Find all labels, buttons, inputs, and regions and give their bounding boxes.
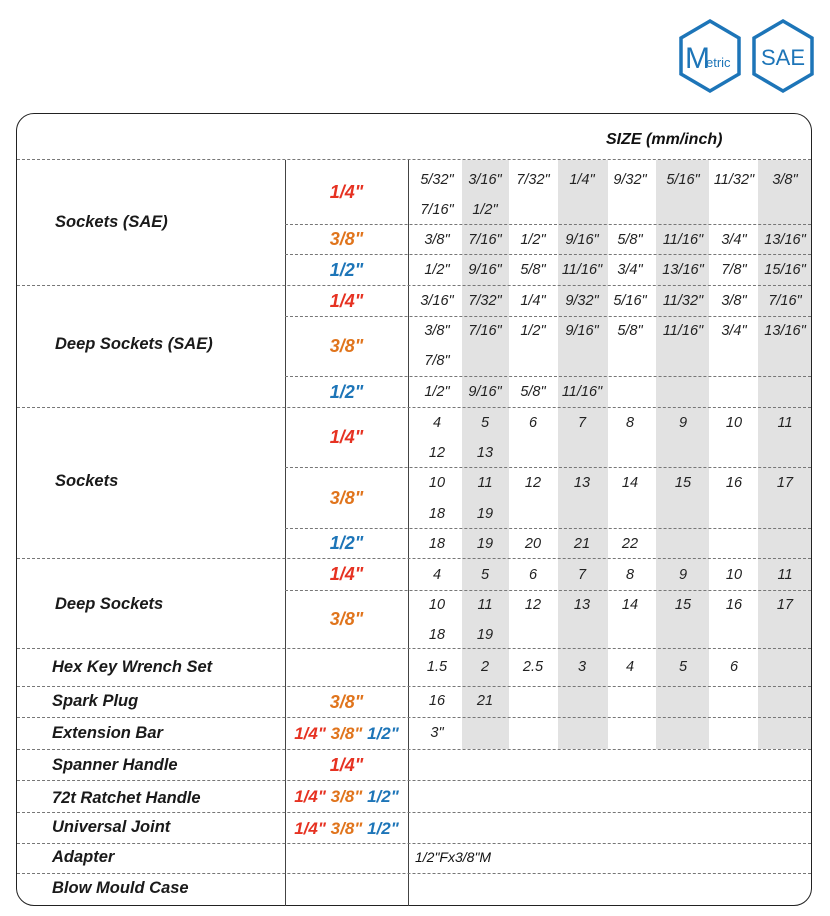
size-cell: 8 <box>625 567 635 583</box>
drive-sizes <box>285 785 408 808</box>
badges <box>678 18 818 98</box>
size-cell: 11 <box>477 597 493 613</box>
drive-divider <box>285 254 811 255</box>
size-cell: 12 <box>524 475 542 491</box>
size-cell: 18 <box>428 627 446 643</box>
drive-size-label: 3/8" <box>329 229 364 249</box>
category-label: Universal Joint <box>52 818 171 836</box>
drive-size-label: 1/2" <box>329 381 364 402</box>
category-label: Blow Mould Case <box>52 879 189 897</box>
size-cell: 9/32" <box>565 293 599 309</box>
drive-size-label: 3/8" <box>329 691 364 712</box>
drive-size-label: 3/8" <box>330 724 368 743</box>
size-cell: 18 <box>428 506 446 522</box>
section-divider <box>17 285 811 286</box>
size-cell: 16 <box>725 475 743 491</box>
size-cell: 7/32" <box>516 172 550 188</box>
size-cell: 13 <box>476 445 494 461</box>
size-cell: 4 <box>432 567 442 583</box>
category-label: Sockets (SAE) <box>55 213 168 231</box>
section-divider <box>17 843 811 844</box>
size-cell: 11/32" <box>713 172 755 188</box>
size-cell: 2.5 <box>522 659 544 675</box>
size-cell: 3/8" <box>772 172 798 188</box>
size-cell: 13/16" <box>764 232 806 248</box>
size-cell: 3/8" <box>424 323 450 339</box>
size-cell: 7/16" <box>768 293 802 309</box>
size-cell: 11/16" <box>561 384 603 400</box>
drive-size-label: 1/4" <box>329 290 364 311</box>
section-divider <box>17 780 811 781</box>
size-cell: 19 <box>476 627 494 643</box>
size-cell: 6 <box>528 567 538 583</box>
size-cell: 10 <box>725 567 743 583</box>
drive-divider <box>285 467 811 468</box>
header-divider <box>17 159 811 160</box>
size-cell: 9/16" <box>468 384 502 400</box>
size-cell: 3/8" <box>721 293 747 309</box>
sae-badge-text: SAE <box>760 45 806 70</box>
size-cell: 5 <box>480 415 490 431</box>
size-cell: 16 <box>428 693 446 709</box>
category-label: Spanner Handle <box>52 756 178 774</box>
section-divider <box>17 749 811 750</box>
category-label: Hex Key Wrench Set <box>52 658 213 676</box>
section-divider <box>17 648 811 649</box>
size-cell: 5 <box>480 567 490 583</box>
size-cell: 9/16" <box>565 232 599 248</box>
size-cell: 8 <box>625 415 635 431</box>
size-cell: 11 <box>477 475 493 491</box>
size-cell: 9/16" <box>565 323 599 339</box>
size-cell: 5/8" <box>520 384 546 400</box>
size-cell: 11 <box>777 415 793 431</box>
section-divider <box>17 873 811 874</box>
size-cell: 19 <box>476 506 494 522</box>
size-cell: 9 <box>678 415 688 431</box>
size-cell: 17 <box>776 597 794 613</box>
size-cell: 1/4" <box>520 293 546 309</box>
size-cell: 10 <box>428 597 446 613</box>
size-cell: 3" <box>430 725 444 741</box>
size-cell: 7/16" <box>468 323 502 339</box>
column-divider <box>408 160 409 906</box>
size-cell: 21 <box>476 693 494 709</box>
drive-size-label: 1/4" <box>329 754 364 775</box>
size-cell: 7/8" <box>721 262 747 278</box>
size-header: SIZE (mm/inch) <box>606 131 723 148</box>
drive-divider <box>285 224 811 225</box>
metric-badge <box>681 21 739 91</box>
drive-size-label: 3/8" <box>329 487 364 508</box>
size-cell: 16 <box>725 597 743 613</box>
drive-size-label: 3/8" <box>330 818 368 838</box>
drive-divider <box>285 316 811 317</box>
size-cell: 5/8" <box>520 262 546 278</box>
section-divider <box>17 686 811 687</box>
category-label: Extension Bar <box>52 724 163 742</box>
drive-size-label: 1/4" <box>294 787 331 806</box>
size-cell: 11/16" <box>662 323 704 339</box>
drive-divider <box>285 590 811 591</box>
size-cell: 5/32" <box>420 172 454 188</box>
size-cell: 1/2" <box>424 384 450 400</box>
drive-sizes <box>285 722 408 745</box>
size-cell: 22 <box>621 536 639 552</box>
size-cell: 19 <box>476 536 494 552</box>
size-cell: 7/8" <box>424 353 450 369</box>
drive-size-label: 1/2" <box>367 787 399 806</box>
size-cell: 7 <box>577 567 587 583</box>
size-cell: 14 <box>621 475 639 491</box>
size-cell: 9/32" <box>613 172 647 188</box>
metric-badge-letter: M <box>685 42 710 75</box>
drive-divider <box>285 528 811 529</box>
drive-size-label: 1/2" <box>329 533 364 553</box>
size-cell: 2 <box>480 659 490 675</box>
size-cell: 3/16" <box>420 293 454 309</box>
drive-size-label: 1/2" <box>367 818 399 838</box>
drive-size-label: 3/8" <box>329 609 364 629</box>
size-cell: 3/8" <box>424 232 450 248</box>
size-cell: 6 <box>729 659 739 675</box>
drive-divider <box>285 376 811 377</box>
metric-badge-text: etric <box>706 55 731 70</box>
size-cell: 17 <box>776 475 794 491</box>
size-cell: 3/4" <box>617 262 643 278</box>
drive-size-label: 1/2" <box>329 259 364 280</box>
size-cell: 1/2" <box>520 323 546 339</box>
size-cell: 1.5 <box>426 659 448 675</box>
drive-size-label: 1/2" <box>367 724 399 743</box>
size-cell: 5/16" <box>613 293 647 309</box>
size-cell: 15 <box>674 597 692 613</box>
section-divider <box>17 812 811 813</box>
size-cell: 10 <box>725 415 743 431</box>
size-cell: 11/16" <box>561 262 603 278</box>
drive-size-label: 1/4" <box>329 427 364 447</box>
size-cell: 5 <box>678 659 688 675</box>
adapter-note: 1/2"Fx3/8"M <box>415 849 492 865</box>
size-cell: 15 <box>674 475 692 491</box>
size-cell: 11 <box>777 567 793 583</box>
size-cell: 10 <box>428 475 446 491</box>
category-label: 72t Ratchet Handle <box>52 789 201 807</box>
size-cell: 1/2" <box>424 262 450 278</box>
size-cell: 13 <box>573 475 591 491</box>
size-cell: 6 <box>528 415 538 431</box>
size-cell: 9 <box>678 567 688 583</box>
size-cell: 11/32" <box>662 293 704 309</box>
size-cell: 3/4" <box>721 232 747 248</box>
size-cell: 5/16" <box>666 172 700 188</box>
size-cell: 13/16" <box>764 323 806 339</box>
size-cell: 3/16" <box>468 172 502 188</box>
size-cell: 15/16" <box>764 262 806 278</box>
size-cell: 14 <box>621 597 639 613</box>
drive-sizes <box>285 817 408 840</box>
size-cell: 7 <box>577 415 587 431</box>
drive-size-label: 1/4" <box>294 818 331 838</box>
size-cell: 13 <box>573 597 591 613</box>
drive-size-label: 3/8" <box>329 336 364 356</box>
size-cell: 1/2" <box>520 232 546 248</box>
drive-size-label: 1/4" <box>329 564 364 584</box>
drive-size-label: 3/8" <box>330 787 368 806</box>
sae-badge <box>754 21 812 91</box>
size-cell: 7/16" <box>468 232 502 248</box>
size-cell: 12 <box>428 445 446 461</box>
drive-size-label: 1/4" <box>294 724 331 743</box>
size-cell: 3/4" <box>721 323 747 339</box>
size-cell: 9/16" <box>468 262 502 278</box>
size-cell: 20 <box>524 536 542 552</box>
size-cell: 4 <box>625 659 635 675</box>
size-cell: 11/16" <box>662 232 704 248</box>
category-label: Spark Plug <box>52 692 139 710</box>
category-label: Adapter <box>52 848 115 866</box>
size-cell: 3 <box>577 659 587 675</box>
category-label: Deep Sockets (SAE) <box>55 335 213 353</box>
size-cell: 7/16" <box>420 202 454 218</box>
drive-size-label: 1/4" <box>329 182 364 202</box>
size-cell: 1/2" <box>472 202 498 218</box>
size-cell: 5/8" <box>617 232 643 248</box>
size-cell: 1/4" <box>569 172 595 188</box>
category-label: Deep Sockets <box>55 595 164 613</box>
size-cell: 13/16" <box>662 262 704 278</box>
size-cell: 18 <box>428 536 446 552</box>
section-divider <box>17 717 811 718</box>
size-cell: 7/32" <box>468 293 502 309</box>
category-label: Sockets <box>55 472 119 490</box>
section-divider <box>17 558 811 559</box>
size-cell: 5/8" <box>617 323 643 339</box>
section-divider <box>17 407 811 408</box>
size-cell: 12 <box>524 597 542 613</box>
size-cell: 21 <box>573 536 591 552</box>
size-cell: 4 <box>432 415 442 431</box>
